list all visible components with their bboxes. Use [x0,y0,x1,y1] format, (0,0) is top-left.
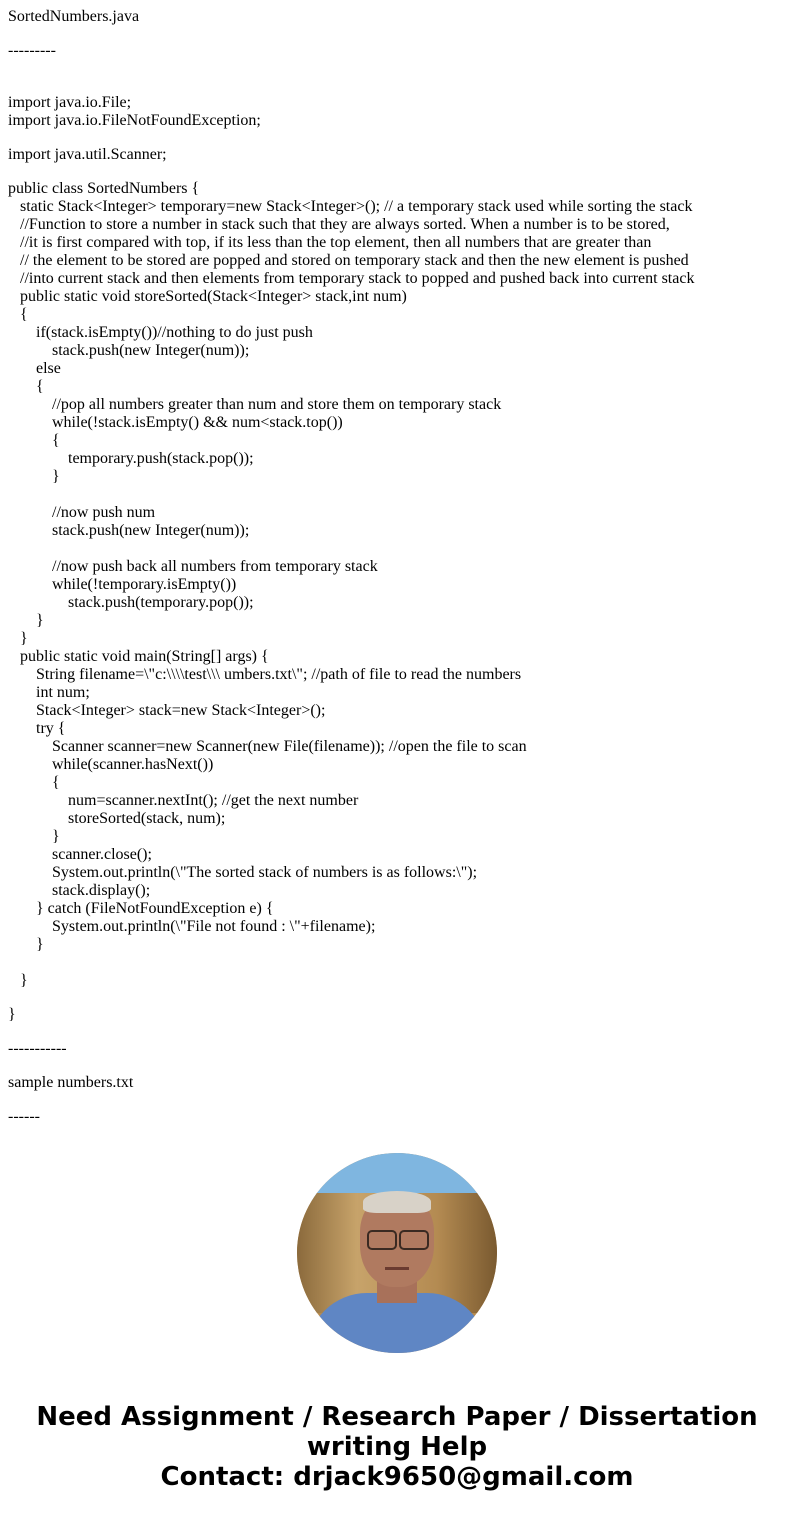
text-line: } [8,1006,16,1023]
photo-glasses-left [367,1230,397,1250]
text-line: while(!stack.isEmpty() && num<stack.top()) [8,414,343,431]
text-line: try { [8,720,66,737]
text-line: import java.util.Scanner; [8,146,167,163]
text-line: } catch (FileNotFoundException e) { [8,900,274,917]
text-line: ------ [8,1108,40,1125]
text-line: temporary.push(stack.pop()); [8,450,254,467]
text-line: // the element to be stored are popped and stored on temporary stack and then the new element is pushed [8,252,689,269]
promo-line-2: writing Help [306,1432,488,1462]
text-line: } [8,972,28,989]
text-line: public class SortedNumbers { [8,180,200,197]
text-line: SortedNumbers.java [8,8,140,25]
text-line [8,954,786,972]
text-line: } [8,468,60,485]
text-line: import java.io.File; [8,94,132,111]
text-line: scanner.close(); [8,846,152,863]
text-line: System.out.println(\"File not found : \"+filename); [8,918,376,935]
text-line [8,76,786,94]
text-line: stack.push(new Integer(num)); [8,522,250,539]
text-line: stack.display(); [8,882,151,899]
text-line: public static void storeSorted(Stack<Integer> stack,int num) [8,288,407,305]
text-line: //into current stack and then elements from temporary stack to popped and pushed back into current stack [8,270,695,287]
text-line: { [8,306,28,323]
text-line: import java.io.FileNotFoundException; [8,112,261,129]
paragraph [8,1006,786,1024]
text-line: while(scanner.hasNext()) [8,756,214,773]
text-line: if(stack.isEmpty())//nothing to do just push [8,324,313,341]
text-line [8,540,786,558]
paragraph [8,1108,786,1126]
text-line: int num; [8,684,90,701]
author-photo [297,1153,497,1353]
paragraph [8,1040,786,1058]
text-line: else [8,360,61,377]
text-line: } [8,936,44,953]
text-line: String filename=\"c:\\\\test\\\ umbers.txt\"; //path of file to read the numbers [8,666,522,683]
text-line: } [8,630,28,647]
paragraph [8,42,786,60]
text-line: ----------- [8,1040,67,1057]
photo-hair [363,1191,431,1213]
photo-glasses-right [399,1230,429,1250]
paragraph [8,180,786,990]
text-line: { [8,774,60,791]
text-line: //now push num [8,504,156,521]
text-line: storeSorted(stack, num); [8,810,226,827]
text-line: public static void main(String[] args) { [8,648,269,665]
photo-mouth [385,1267,409,1270]
text-line: sample numbers.txt [8,1074,134,1091]
text-line: stack.push(new Integer(num)); [8,342,250,359]
text-line: //now push back all numbers from temporary stack [8,558,378,575]
document-body [8,8,786,1142]
text-line: static Stack<Integer> temporary=new Stack<Integer>(); // a temporary stack used while sorting the stack [8,198,693,215]
text-line: } [8,612,44,629]
paragraph [8,76,786,130]
text-line: //Function to store a number in stack such that they are always sorted. When a number is to be stored, [8,216,670,233]
text-line: Stack<Integer> stack=new Stack<Integer>(); [8,702,326,719]
text-line: { [8,378,44,395]
text-line: { [8,432,60,449]
text-line: num=scanner.nextInt(); //get the next number [8,792,359,809]
paragraph [8,1074,786,1092]
text-line [8,486,786,504]
promo-line-3: Contact: drjack9650@gmail.com [160,1462,634,1492]
text-line: //pop all numbers greater than num and store them on temporary stack [8,396,502,413]
text-line: //it is first compared with top, if its less than the top element, then all numbers that are greater than [8,234,652,251]
paragraph [8,146,786,164]
promo-banner [0,1402,794,1492]
text-line: } [8,828,60,845]
text-line: System.out.println(\"The sorted stack of numbers is as follows:\"); [8,864,478,881]
promo-line-1: Need Assignment / Research Paper / Dissertation [36,1402,758,1432]
text-line: Scanner scanner=new Scanner(new File(filename)); //open the file to scan [8,738,527,755]
text-line: --------- [8,42,56,59]
text-line: while(!temporary.isEmpty()) [8,576,237,593]
paragraph [8,8,786,26]
text-line: stack.push(temporary.pop()); [8,594,254,611]
